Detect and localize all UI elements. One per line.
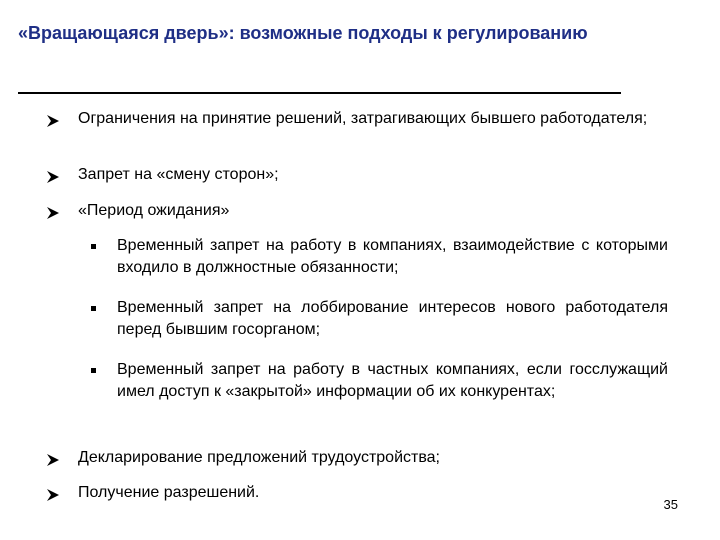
sub-bullet-item: Временный запрет на работу в компаниях, взаимодействие с которыми входило в должностные обязанности; [117,237,668,276]
sub-bullet-item: Временный запрет на работу в частных компаниях, если госслужащий имел доступ к «закрытой» информации об их конкурентах; [117,361,668,400]
bullet-item: Декларирование предложений трудоустройства; [78,449,440,466]
bullet-item: Ограничения на принятие решений, затрагивающих бывшего работодателя; [78,110,648,127]
square-bullet-icon [91,306,96,311]
page-number: 35 [663,497,678,512]
bullet-item: «Период ожидания» [78,202,230,219]
square-bullet-icon [91,244,96,249]
title-divider [18,92,621,94]
bullet-item: Запрет на «смену сторон»; [78,166,279,183]
sub-bullet-item: Временный запрет на лоббирование интересов нового работодателя перед бывшим госорганом; [117,299,668,338]
arrow-bullet-icon [46,206,60,220]
bullet-item: Получение разрешений. [78,484,260,501]
arrow-bullet-icon [46,114,60,128]
arrow-bullet-icon [46,453,60,467]
arrow-bullet-icon [46,488,60,502]
arrow-bullet-icon [46,170,60,184]
square-bullet-icon [91,368,96,373]
slide-title: «Вращающаяся дверь»: возможные подходы к регулированию [18,23,588,43]
